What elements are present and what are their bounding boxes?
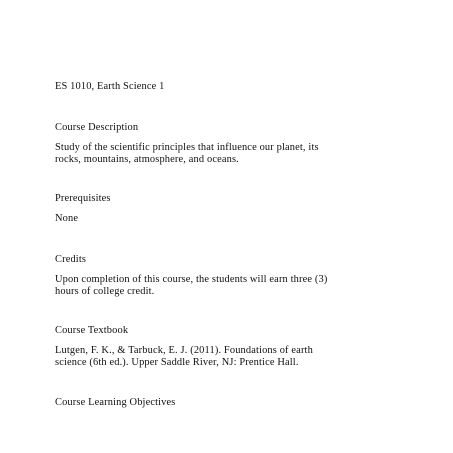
course-textbook-heading: Course Textbook xyxy=(55,325,129,336)
prerequisites-heading: Prerequisites xyxy=(55,193,111,204)
course-description-line: rocks, mountains, atmosphere, and oceans. xyxy=(55,154,239,165)
textbook-citation-line: Lutgen, F. K., & Tarbuck, E. J. (2011). Foundations of earth xyxy=(55,345,313,356)
course-description-line: Study of the scientific principles that influence our planet, its xyxy=(55,142,319,153)
credits-heading: Credits xyxy=(55,254,87,265)
course-title: ES 1010, Earth Science 1 xyxy=(55,81,165,92)
textbook-citation-line: science (6th ed.). Upper Saddle River, NJ: Prentice Hall. xyxy=(55,357,299,368)
credits-line: hours of college credit. xyxy=(55,286,155,297)
prerequisites-text: None xyxy=(55,213,79,224)
course-learning-objectives-heading: Course Learning Objectives xyxy=(55,397,176,408)
course-description-heading: Course Description xyxy=(55,122,139,133)
credits-line: Upon completion of this course, the students will earn three (3) xyxy=(55,274,328,285)
